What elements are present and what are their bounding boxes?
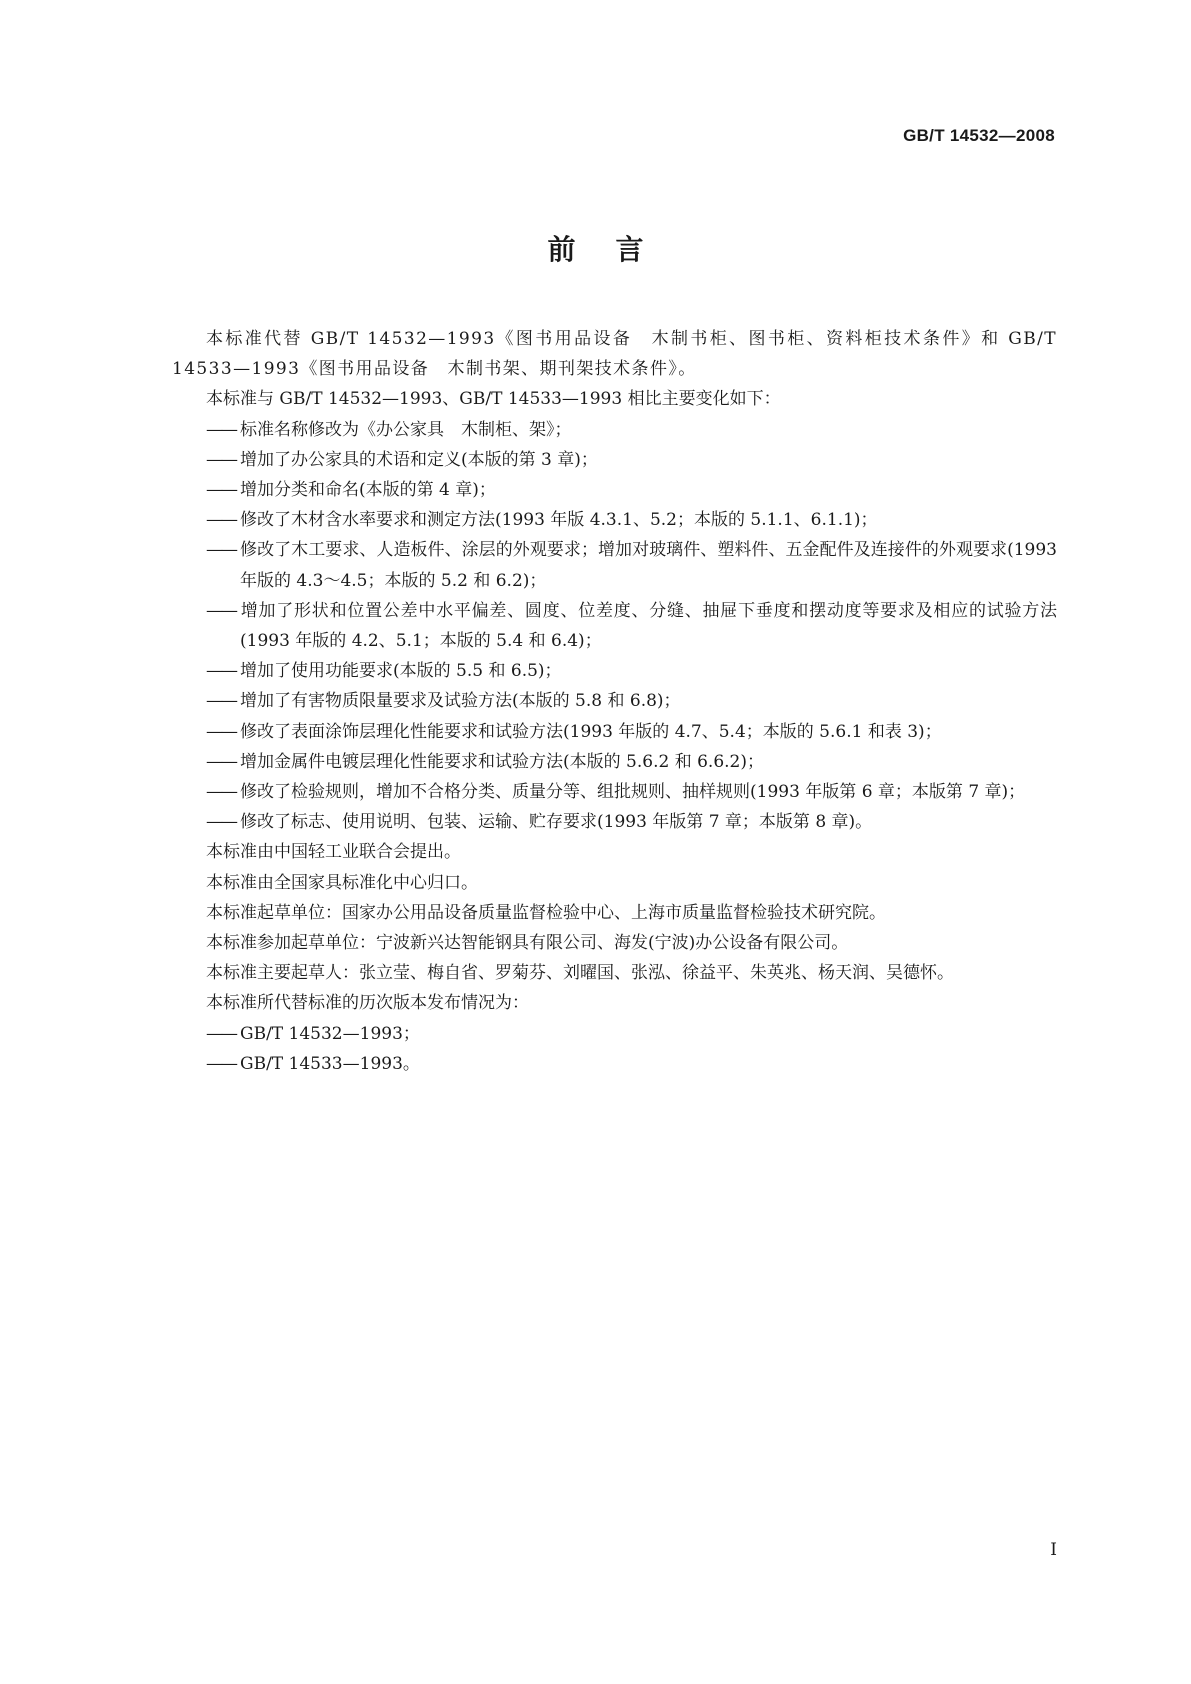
dash-marker: —— <box>206 661 236 682</box>
statement-paragraph: 本标准由中国轻工业联合会提出。 <box>206 842 461 863</box>
foreword-body <box>172 324 1057 1079</box>
list-item-text: 增加金属件电镀层理化性能要求和试验方法(本版的 5.6.2 和 6.6.2)； <box>240 751 764 772</box>
list-item <box>172 415 1057 445</box>
list-item-text: 增加了形状和位置公差中水平偏差、圆度、位差度、分缝、抽屉下垂度和摆动度等要求及相应的试验方法(1993 年版的 4.2、5.1；本版的 5.4 和 6.4)； <box>240 600 1057 652</box>
dash-marker: —— <box>206 721 236 742</box>
dash-marker: —— <box>206 812 236 833</box>
statement-paragraph: 本标准参加起草单位：宁波新兴达智能钢具有限公司、海发(宁波)办公设备有限公司。 <box>206 933 849 954</box>
statement-paragraph: 本标准由全国家具标准化中心归口。 <box>206 872 478 893</box>
previous-versions-list <box>172 1019 1057 1079</box>
dash-marker: —— <box>206 480 236 501</box>
statement-paragraph: 本标准主要起草人：张立莹、梅自省、罗菊芬、刘曜国、张泓、徐益平、朱英兆、杨天润、吴德怀。 <box>206 963 954 984</box>
changes-list <box>172 415 1057 838</box>
dash-marker: —— <box>206 751 236 772</box>
list-item <box>172 1049 1057 1079</box>
dash-marker: —— <box>206 449 236 470</box>
list-item <box>172 656 1057 686</box>
list-item-text: 修改了表面涂饰层理化性能要求和试验方法(1993 年版的 4.7、5.4；本版的 5.6.1 和表 3)； <box>240 721 942 742</box>
intro-paragraph: 本标准代替 GB/T 14532—1993《图书用品设备 木制书柜、图书柜、资料柜技术条件》和 GB/T 14533—1993《图书用品设备 木制书架、期刊架技术条件》。 <box>172 329 1057 380</box>
statement-paragraph: 本标准所代替标准的历次版本发布情况为： <box>206 993 529 1014</box>
list-item <box>172 445 1057 475</box>
list-item <box>172 1019 1057 1049</box>
standard-number: GB/T 14532—2008 <box>903 126 1055 145</box>
list-item <box>172 747 1057 777</box>
list-item <box>172 475 1057 505</box>
list-item-text: 增加分类和命名(本版的第 4 章)； <box>240 480 496 501</box>
list-item-text: GB/T 14533—1993。 <box>240 1053 420 1074</box>
dash-marker: —— <box>206 419 236 440</box>
list-item <box>172 777 1057 807</box>
list-item-text: 修改了木工要求、人造板件、涂层的外观要求；增加对玻璃件、塑料件、五金配件及连接件的外观要求(1993 年版的 4.3～4.5；本版的 5.2 和 6.2)； <box>240 540 1057 591</box>
list-item <box>172 717 1057 747</box>
list-item <box>172 505 1057 535</box>
dash-marker: —— <box>206 510 236 531</box>
list-item-text: 修改了木材含水率要求和测定方法(1993 年版 4.3.1、5.2；本版的 5.1.1、6.1.1)； <box>240 510 878 531</box>
dash-marker: —— <box>206 600 236 621</box>
list-item <box>172 807 1057 837</box>
statement-paragraph: 本标准起草单位：国家办公用品设备质量监督检验中心、上海市质量监督检验技术研究院。 <box>206 902 886 923</box>
dash-marker: —— <box>206 1053 236 1074</box>
dash-marker: —— <box>206 691 236 712</box>
list-item-text: GB/T 14532—1993； <box>240 1023 420 1044</box>
list-item <box>172 596 1057 656</box>
dash-marker: —— <box>206 540 236 561</box>
list-item-text: 增加了有害物质限量要求及试验方法(本版的 5.8 和 6.8)； <box>240 691 681 712</box>
list-item-text: 修改了标志、使用说明、包装、运输、贮存要求(1993 年版第 7 章；本版第 8 章)。 <box>240 812 873 833</box>
list-item <box>172 535 1057 595</box>
page-number: I <box>1050 1540 1057 1560</box>
list-item-text: 增加了办公家具的术语和定义(本版的第 3 章)； <box>240 449 598 470</box>
section-title: 前言 <box>547 233 684 266</box>
intro-paragraph: 本标准与 GB/T 14532—1993、GB/T 14533—1993 相比主要变化如下： <box>206 389 781 410</box>
dash-marker: —— <box>206 1023 236 1044</box>
dash-marker: —— <box>206 782 236 803</box>
list-item-text: 标准名称修改为《办公家具 木制柜、架》； <box>240 419 572 440</box>
list-item-text: 修改了检验规则，增加不合格分类、质量分等、组批规则、抽样规则(1993 年版第 6 章；本版第 7 章)； <box>240 782 1026 803</box>
list-item <box>172 686 1057 716</box>
list-item-text: 增加了使用功能要求(本版的 5.5 和 6.5)； <box>240 661 562 682</box>
